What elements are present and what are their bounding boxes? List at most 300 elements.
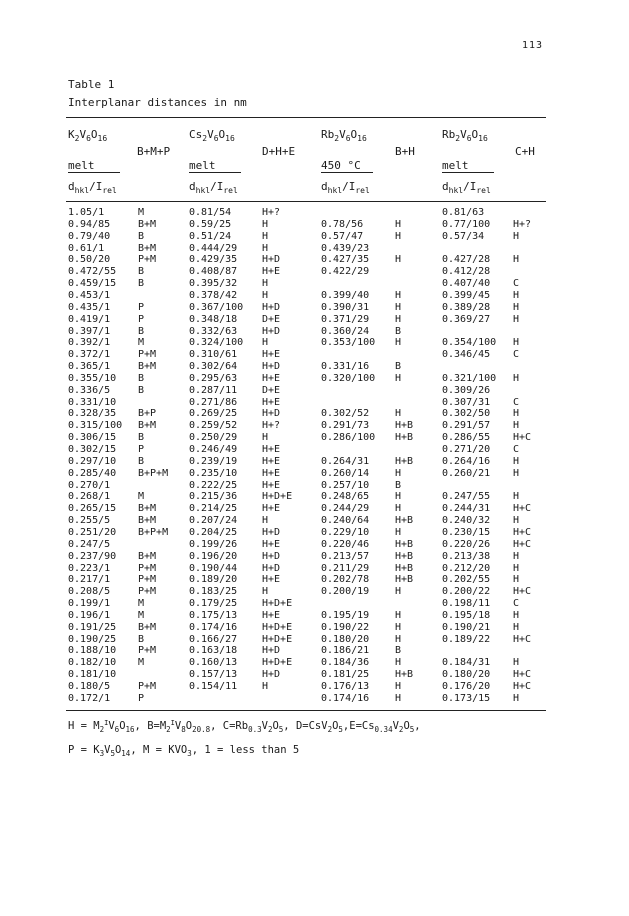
d-intensity-cell: 0.230/15	[442, 526, 491, 538]
d-intensity-cell: 0.320/100	[321, 372, 376, 384]
d-intensity-cell: 0.184/36	[321, 657, 370, 669]
d-intensity-cell: 0.422/29	[321, 266, 370, 278]
column-phases: B+H	[395, 145, 415, 158]
phase-cell: B+M	[138, 361, 157, 373]
phase-cell: H	[395, 526, 402, 538]
d-intensity-cell: 0.348/18	[189, 313, 238, 325]
phase-cell: H	[513, 408, 520, 420]
phase-cell: H	[513, 313, 520, 325]
phase-cell: H	[395, 621, 402, 633]
phase-cell: H+B	[395, 515, 414, 527]
phase-cell: P+M	[138, 586, 157, 598]
d-intensity-cell: 0.435/1	[68, 301, 111, 313]
phase-cell: D+E	[262, 313, 281, 325]
phase-cell: H+D	[262, 361, 281, 373]
d-intensity-cell: 0.332/63	[189, 325, 238, 337]
d-intensity-cell: 0.371/29	[321, 313, 370, 325]
d-intensity-cell: 0.176/13	[321, 681, 370, 692]
phase-cell: P+M	[138, 349, 157, 361]
page-number: 113	[521, 40, 543, 51]
phase-cell: H	[395, 633, 402, 645]
phase-cell: H+E	[262, 396, 281, 408]
column-condition: melt	[189, 159, 241, 173]
phase-cell: B+M	[138, 242, 157, 254]
d-intensity-cell: 0.268/1	[68, 491, 111, 503]
column-phases: C+H	[515, 145, 535, 158]
phase-cell: B+M	[138, 550, 157, 562]
phase-cell: H	[395, 467, 402, 479]
phase-cell: P+M	[138, 681, 157, 692]
table-top-rule	[66, 117, 546, 118]
d-intensity-cell: 0.336/5	[68, 384, 111, 396]
phase-cell: H+E	[262, 444, 281, 455]
d-intensity-cell: 0.265/15	[68, 503, 117, 515]
phase-cell: H+E	[262, 574, 281, 586]
phase-cell: B	[138, 278, 145, 290]
phase-cell: H	[395, 301, 402, 313]
column-measure: $d_{hkl}/I_{rel}$	[68, 180, 117, 195]
d-intensity-cell: 0.160/13	[189, 657, 238, 669]
phase-cell: H+B	[395, 669, 414, 681]
phase-cell: H	[395, 491, 402, 503]
column-phases: D+H+E	[262, 145, 296, 158]
phase-cell: H+E	[262, 266, 281, 278]
d-intensity-cell: 0.200/22	[442, 586, 491, 598]
d-intensity-cell: 0.369/27	[442, 313, 491, 325]
phase-cell: H+D+E	[262, 598, 293, 610]
d-intensity-cell: 0.222/25	[189, 479, 238, 491]
phase-cell: B	[395, 325, 402, 337]
column-condition: melt	[68, 159, 120, 173]
d-intensity-cell: 0.190/22	[321, 621, 370, 633]
legend-line-2: $P = K_3V_5O_{14}$, $M = KVO_3$, 1 = less than 5	[68, 744, 300, 758]
phase-cell: H	[395, 692, 402, 704]
phase-cell: B+M	[138, 420, 157, 432]
phase-cell: D+E	[262, 384, 281, 396]
column-measure: $d_{hkl}/I_{rel}$	[321, 180, 370, 195]
phase-cell: H+B	[395, 432, 414, 444]
d-intensity-cell: 0.190/21	[442, 621, 491, 633]
phase-cell: H	[513, 609, 520, 621]
d-intensity-cell: 0.251/20	[68, 526, 117, 538]
d-intensity-cell: 0.81/63	[442, 207, 485, 218]
d-intensity-cell: 0.51/24	[189, 230, 232, 242]
d-intensity-cell: 0.453/1	[68, 289, 111, 301]
table-title: Interplanar distances in nm	[68, 96, 247, 109]
column-formula: $Rb_2V_6O_{16}$	[442, 128, 488, 143]
phase-cell: H	[262, 242, 269, 254]
table-header-rule	[66, 201, 546, 202]
d-intensity-cell: 0.286/100	[321, 432, 376, 444]
phase-cell: H	[513, 491, 520, 503]
phase-cell: H+C	[513, 633, 532, 645]
d-intensity-cell: 0.189/20	[189, 574, 238, 586]
d-intensity-cell: 0.220/46	[321, 538, 370, 550]
phase-cell: H+D	[262, 562, 281, 574]
phase-cell: P	[138, 313, 145, 325]
d-intensity-cell: 0.213/38	[442, 550, 491, 562]
d-intensity-cell: 0.211/29	[321, 562, 370, 574]
phase-cell: B	[395, 361, 402, 373]
phase-cell: H	[513, 621, 520, 633]
d-intensity-cell: 0.190/44	[189, 562, 238, 574]
phase-cell: H	[513, 289, 520, 301]
phase-cell: H+D+E	[262, 621, 293, 633]
d-intensity-cell: 0.78/56	[321, 218, 364, 230]
d-intensity-cell: 0.427/35	[321, 254, 370, 266]
phase-cell: M	[138, 491, 145, 503]
table-row	[0, 693, 629, 706]
phase-cell: H	[262, 586, 269, 598]
phase-cell: B+M	[138, 218, 157, 230]
d-intensity-cell: 0.163/18	[189, 645, 238, 657]
phase-cell: P	[138, 692, 145, 704]
phase-cell: C	[513, 598, 520, 610]
phase-cell: P+M	[138, 254, 157, 266]
d-intensity-cell: 0.287/11	[189, 384, 238, 396]
phase-cell: H+D	[262, 301, 281, 313]
d-intensity-cell: 0.199/26	[189, 538, 238, 550]
phase-cell: H	[513, 230, 520, 242]
phase-cell: B	[395, 645, 402, 657]
phase-cell: H+?	[262, 207, 281, 218]
d-intensity-cell: 0.291/73	[321, 420, 370, 432]
d-intensity-cell: 0.186/21	[321, 645, 370, 657]
d-intensity-cell: 0.269/25	[189, 408, 238, 420]
phase-cell: H+D+E	[262, 491, 293, 503]
d-intensity-cell: 0.196/20	[189, 550, 238, 562]
phase-cell: H	[262, 278, 269, 290]
d-intensity-cell: 0.427/28	[442, 254, 491, 266]
phase-cell: H+D+E	[262, 633, 293, 645]
phase-cell: H+C	[513, 669, 532, 681]
d-intensity-cell: 0.302/15	[68, 444, 117, 455]
d-intensity-cell: 0.204/25	[189, 526, 238, 538]
d-intensity-cell: 0.50/20	[68, 254, 111, 266]
phase-cell: H	[513, 420, 520, 432]
d-intensity-cell: 0.217/1	[68, 574, 111, 586]
d-intensity-cell: 0.154/11	[189, 681, 238, 692]
table-bottom-rule	[66, 710, 546, 711]
phase-cell: H+C	[513, 432, 532, 444]
phase-cell: H	[395, 254, 402, 266]
d-intensity-cell: 0.378/42	[189, 289, 238, 301]
d-intensity-cell: 0.184/31	[442, 657, 491, 669]
phase-cell: P+M	[138, 574, 157, 586]
d-intensity-cell: 0.302/50	[442, 408, 491, 420]
phase-cell: H+E	[262, 609, 281, 621]
phase-cell: M	[138, 207, 145, 218]
d-intensity-cell: 0.229/10	[321, 526, 370, 538]
d-intensity-cell: 0.198/11	[442, 598, 491, 610]
d-intensity-cell: 0.271/86	[189, 396, 238, 408]
phase-cell: C	[513, 396, 520, 408]
phase-cell: H	[395, 586, 402, 598]
d-intensity-cell: 0.444/29	[189, 242, 238, 254]
phase-cell: H	[395, 230, 402, 242]
d-intensity-cell: 0.367/100	[189, 301, 244, 313]
d-intensity-cell: 0.412/28	[442, 266, 491, 278]
d-intensity-cell: 0.250/29	[189, 432, 238, 444]
phase-cell: B+P	[138, 408, 157, 420]
d-intensity-cell: 0.260/21	[442, 467, 491, 479]
phase-cell: H	[395, 657, 402, 669]
phase-cell: H	[513, 254, 520, 266]
phase-cell: H	[395, 337, 402, 349]
column-measure: $d_{hkl}/I_{rel}$	[442, 180, 491, 195]
d-intensity-cell: 0.247/55	[442, 491, 491, 503]
phase-cell: H+B	[395, 538, 414, 550]
d-intensity-cell: 0.237/90	[68, 550, 117, 562]
d-intensity-cell: 0.220/26	[442, 538, 491, 550]
phase-cell: H	[513, 515, 520, 527]
d-intensity-cell: 0.419/1	[68, 313, 111, 325]
phase-cell: H	[395, 218, 402, 230]
d-intensity-cell: 0.291/57	[442, 420, 491, 432]
phase-cell: H	[513, 657, 520, 669]
phase-cell: H+E	[262, 467, 281, 479]
phase-cell: H	[262, 289, 269, 301]
phase-cell: H+D	[262, 325, 281, 337]
d-intensity-cell: 0.195/19	[321, 609, 370, 621]
d-intensity-cell: 0.180/5	[68, 681, 111, 692]
phase-cell: H+B	[395, 550, 414, 562]
column-condition: 450 °C	[321, 159, 373, 173]
d-intensity-cell: 0.259/52	[189, 420, 238, 432]
d-intensity-cell: 0.389/28	[442, 301, 491, 313]
d-intensity-cell: 0.244/31	[442, 503, 491, 515]
d-intensity-cell: 0.172/1	[68, 692, 111, 704]
phase-cell: H+D	[262, 550, 281, 562]
phase-cell: C	[513, 278, 520, 290]
phase-cell: H+B	[395, 455, 414, 467]
phase-cell: H	[513, 467, 520, 479]
column-condition: melt	[442, 159, 494, 173]
phase-cell: H	[395, 313, 402, 325]
phase-cell: B+P+M	[138, 467, 169, 479]
d-intensity-cell: 0.79/40	[68, 230, 111, 242]
d-intensity-cell: 0.244/29	[321, 503, 370, 515]
d-intensity-cell: 0.208/5	[68, 586, 111, 598]
d-intensity-cell: 0.315/100	[68, 420, 123, 432]
phase-cell: M	[138, 337, 145, 349]
d-intensity-cell: 0.390/31	[321, 301, 370, 313]
d-intensity-cell: 0.302/52	[321, 408, 370, 420]
d-intensity-cell: 0.408/87	[189, 266, 238, 278]
d-intensity-cell: 0.202/78	[321, 574, 370, 586]
d-intensity-cell: 0.240/64	[321, 515, 370, 527]
d-intensity-cell: 0.297/10	[68, 455, 117, 467]
d-intensity-cell: 0.207/24	[189, 515, 238, 527]
phase-cell: B+P+M	[138, 526, 169, 538]
phase-cell: H+D	[262, 645, 281, 657]
phase-cell: B+M	[138, 503, 157, 515]
d-intensity-cell: 0.196/1	[68, 609, 111, 621]
d-intensity-cell: 0.215/36	[189, 491, 238, 503]
d-intensity-cell: 0.180/20	[442, 669, 491, 681]
d-intensity-cell: 0.202/55	[442, 574, 491, 586]
d-intensity-cell: 0.270/1	[68, 479, 111, 491]
phase-cell: P	[138, 301, 145, 313]
phase-cell: H	[513, 574, 520, 586]
phase-cell: H	[262, 218, 269, 230]
phase-cell: B	[138, 432, 145, 444]
legend-line-1: $H = M_2^IV_6O_{16}$, $B=M_2^IV_8O_{20.8}$, $C=Rb_{0.3}V_2O_5$, $D=CsV_2O_5,E=Cs_{0.34}V_2O_5$,	[68, 719, 421, 734]
d-intensity-cell: 0.214/25	[189, 503, 238, 515]
d-intensity-cell: 0.248/65	[321, 491, 370, 503]
d-intensity-cell: 0.57/47	[321, 230, 364, 242]
phase-cell: M	[138, 609, 145, 621]
column-phases: B+M+P	[137, 145, 171, 158]
d-intensity-cell: 0.286/55	[442, 432, 491, 444]
d-intensity-cell: 0.157/13	[189, 669, 238, 681]
d-intensity-cell: 0.264/16	[442, 455, 491, 467]
phase-cell: B+M	[138, 621, 157, 633]
d-intensity-cell: 0.309/26	[442, 384, 491, 396]
d-intensity-cell: 0.365/1	[68, 361, 111, 373]
phase-cell: B	[138, 633, 145, 645]
d-intensity-cell: 0.188/10	[68, 645, 117, 657]
d-intensity-cell: 0.166/27	[189, 633, 238, 645]
phase-cell: H+D	[262, 254, 281, 266]
phase-cell: H+C	[513, 538, 532, 550]
phase-cell: H+E	[262, 349, 281, 361]
phase-cell: H+D	[262, 526, 281, 538]
d-intensity-cell: 0.200/19	[321, 586, 370, 598]
phase-cell: H	[262, 337, 269, 349]
phase-cell: H	[513, 455, 520, 467]
d-intensity-cell: 0.179/25	[189, 598, 238, 610]
phase-cell: B	[138, 266, 145, 278]
phase-cell: P+M	[138, 562, 157, 574]
d-intensity-cell: 0.306/15	[68, 432, 117, 444]
phase-cell: H	[513, 337, 520, 349]
phase-cell: B	[138, 455, 145, 467]
phase-cell: H	[395, 503, 402, 515]
d-intensity-cell: 0.395/32	[189, 278, 238, 290]
d-intensity-cell: 0.57/34	[442, 230, 485, 242]
d-intensity-cell: 0.181/25	[321, 669, 370, 681]
phase-cell: P+M	[138, 645, 157, 657]
phase-cell: M	[138, 657, 145, 669]
d-intensity-cell: 0.174/16	[321, 692, 370, 704]
d-intensity-cell: 0.59/25	[189, 218, 232, 230]
d-intensity-cell: 0.321/100	[442, 372, 497, 384]
d-intensity-cell: 0.354/100	[442, 337, 497, 349]
d-intensity-cell: 0.190/25	[68, 633, 117, 645]
d-intensity-cell: 0.439/23	[321, 242, 370, 254]
d-intensity-cell: 0.173/15	[442, 692, 491, 704]
phase-cell: C	[513, 349, 520, 361]
phase-cell: B	[138, 372, 145, 384]
d-intensity-cell: 0.459/15	[68, 278, 117, 290]
d-intensity-cell: 0.295/63	[189, 372, 238, 384]
phase-cell: H+D	[262, 408, 281, 420]
phase-cell: H+E	[262, 455, 281, 467]
phase-cell: H+?	[513, 218, 532, 230]
phase-cell: H+C	[513, 586, 532, 598]
phase-cell: C	[513, 444, 520, 455]
d-intensity-cell: 0.472/55	[68, 266, 117, 278]
d-intensity-cell: 0.94/85	[68, 218, 111, 230]
phase-cell: H+C	[513, 526, 532, 538]
phase-cell: H	[395, 372, 402, 384]
d-intensity-cell: 0.310/61	[189, 349, 238, 361]
d-intensity-cell: 0.331/10	[68, 396, 117, 408]
d-intensity-cell: 0.331/16	[321, 361, 370, 373]
phase-cell: H	[395, 609, 402, 621]
phase-cell: B	[395, 479, 402, 491]
column-formula: $K_2V_6O_{16}$	[68, 128, 108, 143]
phase-cell: B	[138, 384, 145, 396]
phase-cell: H	[513, 692, 520, 704]
phase-cell: H	[262, 230, 269, 242]
phase-cell: H	[513, 550, 520, 562]
d-intensity-cell: 0.346/45	[442, 349, 491, 361]
d-intensity-cell: 0.392/1	[68, 337, 111, 349]
d-intensity-cell: 0.183/25	[189, 586, 238, 598]
d-intensity-cell: 0.271/20	[442, 444, 491, 455]
d-intensity-cell: 0.407/40	[442, 278, 491, 290]
d-intensity-cell: 0.246/49	[189, 444, 238, 455]
phase-cell: P	[138, 444, 145, 455]
d-intensity-cell: 0.324/100	[189, 337, 244, 349]
d-intensity-cell: 0.195/18	[442, 609, 491, 621]
d-intensity-cell: 0.174/16	[189, 621, 238, 633]
d-intensity-cell: 0.182/10	[68, 657, 117, 669]
d-intensity-cell: 0.328/35	[68, 408, 117, 420]
column-formula: $Cs_2V_6O_{16}$	[189, 128, 235, 143]
d-intensity-cell: 0.255/5	[68, 515, 111, 527]
d-intensity-cell: 0.189/22	[442, 633, 491, 645]
column-formula: $Rb_2V_6O_{16}$	[321, 128, 367, 143]
d-intensity-cell: 0.353/100	[321, 337, 376, 349]
d-intensity-cell: 0.429/35	[189, 254, 238, 266]
d-intensity-cell: 0.285/40	[68, 467, 117, 479]
d-intensity-cell: 0.399/45	[442, 289, 491, 301]
phase-cell: H	[513, 301, 520, 313]
phase-cell: H+E	[262, 538, 281, 550]
table-label: Table 1	[68, 78, 115, 91]
phase-cell: M	[138, 598, 145, 610]
d-intensity-cell: 0.191/25	[68, 621, 117, 633]
d-intensity-cell: 0.239/19	[189, 455, 238, 467]
d-intensity-cell: 0.212/20	[442, 562, 491, 574]
column-measure: $d_{hkl}/I_{rel}$	[189, 180, 238, 195]
phase-cell: H+D	[262, 669, 281, 681]
d-intensity-cell: 0.399/40	[321, 289, 370, 301]
d-intensity-cell: 0.264/31	[321, 455, 370, 467]
d-intensity-cell: 0.360/24	[321, 325, 370, 337]
phase-cell: H	[262, 432, 269, 444]
d-intensity-cell: 0.213/57	[321, 550, 370, 562]
d-intensity-cell: 0.223/1	[68, 562, 111, 574]
phase-cell: H	[395, 408, 402, 420]
d-intensity-cell: 0.247/5	[68, 538, 111, 550]
phase-cell: B	[138, 230, 145, 242]
phase-cell: H+E	[262, 479, 281, 491]
d-intensity-cell: 0.77/100	[442, 218, 491, 230]
phase-cell: H	[395, 289, 402, 301]
d-intensity-cell: 0.397/1	[68, 325, 111, 337]
phase-cell: H+B	[395, 574, 414, 586]
d-intensity-cell: 0.302/64	[189, 361, 238, 373]
phase-cell: H+E	[262, 503, 281, 515]
phase-cell: H	[395, 681, 402, 692]
phase-cell: H	[513, 562, 520, 574]
d-intensity-cell: 0.199/1	[68, 598, 111, 610]
d-intensity-cell: 0.180/20	[321, 633, 370, 645]
